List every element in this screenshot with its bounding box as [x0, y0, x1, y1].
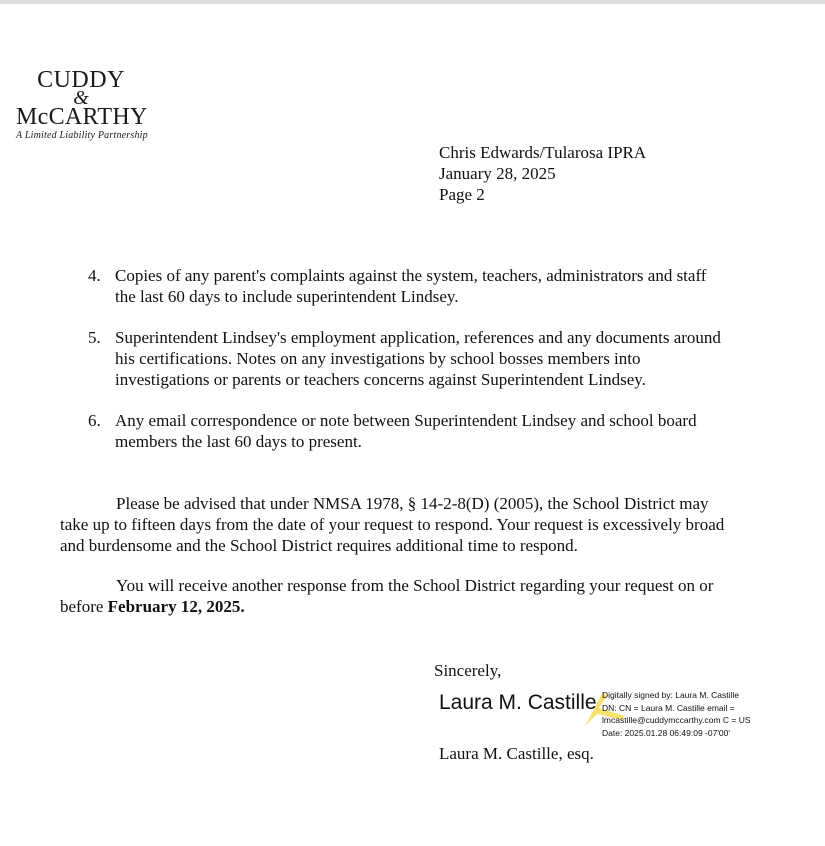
list-item — [88, 410, 768, 452]
list-item-text — [115, 410, 697, 452]
logo-ampersand: & — [73, 87, 89, 109]
list-item — [88, 265, 768, 307]
signature-detail-line: lmcastille@cuddymccarthy.com C = US — [602, 715, 751, 725]
paragraph-prefix: before — [60, 597, 108, 616]
advisory-paragraph — [60, 493, 768, 556]
paragraph-line: take up to fifteen days from the date of your request to respond. Your request is excessively broad — [60, 515, 725, 534]
signature-detail-line: Date: 2025.01.28 06:49:09 -07'00' — [602, 727, 731, 738]
digital-signature-name: Laura M. Castille — [439, 691, 597, 714]
list-item-line: members the last 60 days to present. — [115, 432, 362, 451]
top-border — [0, 0, 825, 4]
paragraph-line: You will receive another response from the School District regarding your request on or — [116, 576, 714, 595]
firm-logo — [16, 68, 164, 142]
list-item-number: 6. — [88, 411, 101, 430]
date-line: January 28, 2025 — [439, 164, 556, 183]
list-item-line: the last 60 days to include superintendent Lindsey. — [115, 287, 459, 306]
closing-salutation: Sincerely, — [434, 661, 502, 680]
list-item-number: 4. — [88, 266, 101, 285]
logo-line-cuddy: CUDDY — [37, 67, 125, 93]
list-item-line: Any email correspondence or note between Superintendent Lindsey and school board — [115, 411, 697, 430]
response-paragraph — [60, 575, 768, 617]
logo-line-mccarthy: McCARTHY — [16, 104, 148, 130]
page-number: Page 2 — [439, 185, 485, 204]
recipient-line: Chris Edwards/Tularosa IPRA — [439, 143, 647, 162]
typed-signatory-name: Laura M. Castille, esq. — [439, 744, 594, 763]
digital-signature-details — [602, 689, 751, 739]
list-item-text — [115, 265, 706, 307]
paragraph-line: Please be advised that under NMSA 1978, § 14-2-8(D) (2005), the School District may — [116, 494, 709, 513]
list-item-line: his certifications. Notes on any investigations by school bosses members into — [115, 349, 641, 368]
response-deadline: February 12, 2025. — [107, 597, 245, 616]
list-item-line: Superintendent Lindsey's employment application, references and any documents around — [115, 328, 721, 347]
paragraph-line — [60, 596, 768, 617]
signature-detail-line: DN: CN = Laura M. Castille email = — [602, 702, 735, 713]
request-list — [88, 265, 768, 472]
list-item — [88, 327, 768, 390]
logo-tagline: A Limited Liability Partnership — [16, 130, 148, 141]
list-item-line: Copies of any parent's complaints against the system, teachers, administrators and staff — [115, 266, 707, 285]
list-item-line: investigations or parents or teachers concerns against Superintendent Lindsey. — [115, 370, 646, 389]
page-header — [439, 142, 646, 205]
paragraph-line: and burdensome and the School District requires additional time to respond. — [60, 536, 578, 555]
list-item-number: 5. — [88, 328, 101, 347]
list-item-text — [115, 327, 721, 390]
signature-detail-line: Digitally signed by: Laura M. Castille — [602, 690, 740, 700]
